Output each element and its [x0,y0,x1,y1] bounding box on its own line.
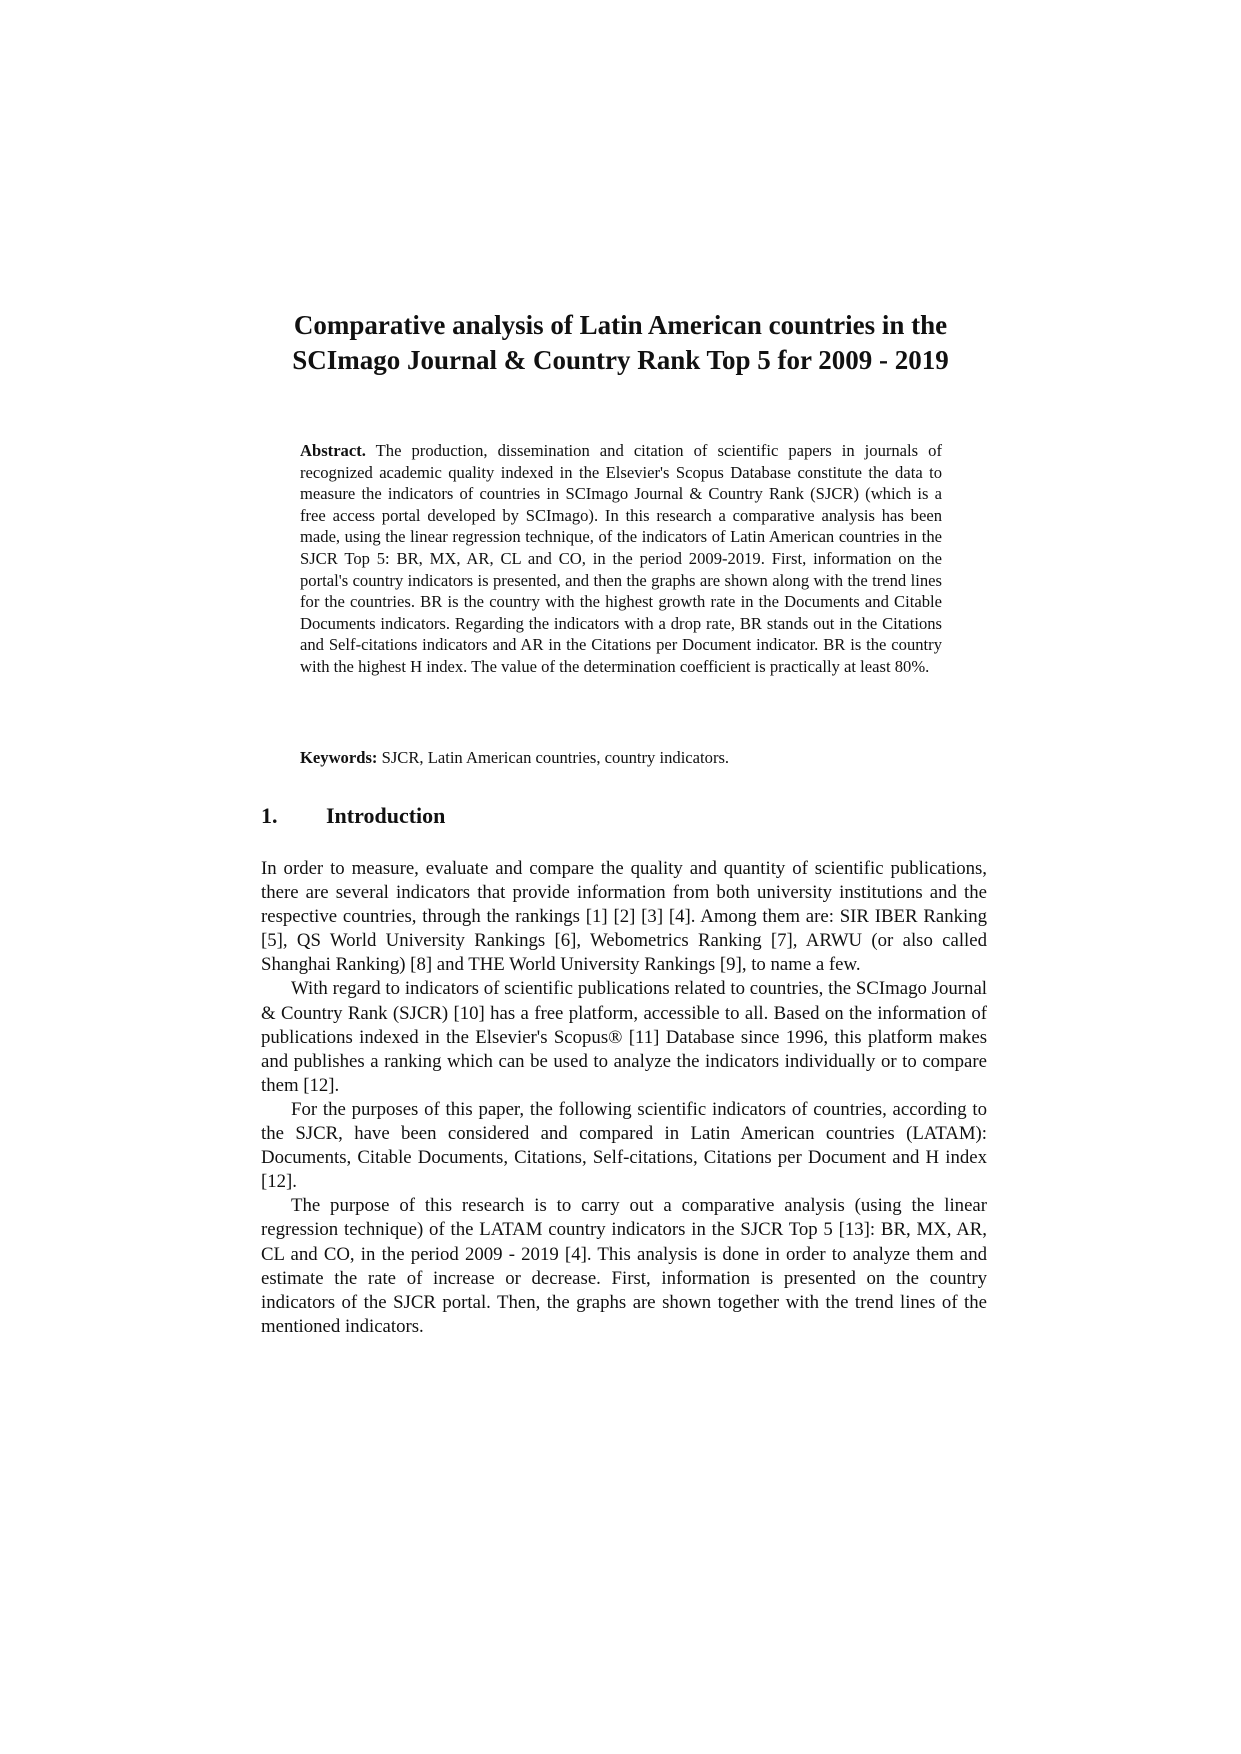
abstract-text: The production, dissemination and citation of scientific papers in journals of recognized academic quality indexed in the Elsevier's Scopus Database constitute the data to measure the indicators of countries in SCImago Journal & Country Rank (SJCR) (which is a free access portal developed by SCImago). In this research a comparative analysis has been made, using the linear regression technique, of the indicators of Latin American countries in the SJCR Top 5: BR, MX, AR, CL and CO, in the period 2009-2019. First, information on the portal's country indicators is presented, and then the graphs are shown along with the trend lines for the countries. BR is the country with the highest growth rate in the Documents and Citable Documents indicators. Regarding the indicators with a drop rate, BR stands out in the Citations and Self-citations indicators and AR in the Citations per Document indicator. BR is the country with the highest H index. The value of the determination coefficient is practically at least 80%. [300,441,942,676]
keywords [300,747,942,769]
paragraph: For the purposes of this paper, the following scientific indicators of countries, according to the SJCR, have been considered and compared in Latin American countries (LATAM): Documents, Citable Documents, Citations, Self-citations, Citations per Document and H index [12]. [261,1098,987,1193]
section-heading [261,803,445,829]
keywords-text: SJCR, Latin American countries, country indicators. [381,748,730,767]
paper-title [200,308,1041,378]
abstract [300,440,942,678]
body-text [261,857,987,1339]
paragraph: In order to measure, evaluate and compare the quality and quantity of scientific publications, there are several indicators that provide information from both university institutions and the respective countries, through the rankings [1] [2] [3] [4]. Among them are: SIR IBER Ranking [5], QS World University Rankings [6], Webometrics Ranking [7], ARWU (or also called Shanghai Ranking) [8] and THE World University Rankings [9], to name a few. [261,858,987,976]
title-line-2: SCImago Journal & Country Rank Top 5 for 2009 - 2019 [292,345,949,375]
keywords-label: Keywords: [300,748,378,767]
title-line-1: Comparative analysis of Latin American countries in the [293,310,948,340]
paragraph: The purpose of this research is to carry out a comparative analysis (using the linear regression technique) of the LATAM country indicators in the SJCR Top 5 [13]: BR, MX, AR, CL and CO, in the period 2009 - 2019 [4]. This analysis is done in order to analyze them and estimate the rate of increase or decrease. First, information is presented on the country indicators of the SJCR portal. Then, the graphs are shown together with the trend lines of the mentioned indicators. [261,1195,987,1337]
abstract-label: Abstract. [300,441,366,460]
section-number: 1. [261,803,278,828]
section-title: Introduction [326,803,446,828]
paragraph: With regard to indicators of scientific publications related to countries, the SCImago Journal & Country Rank (SJCR) [10] has a free platform, accessible to all. Based on the information of publications indexed in the Elsevier's Scopus® [11] Database since 1996, this platform makes and publishes a ranking which can be used to analyze the indicators individually or to compare them [12]. [261,978,987,1096]
